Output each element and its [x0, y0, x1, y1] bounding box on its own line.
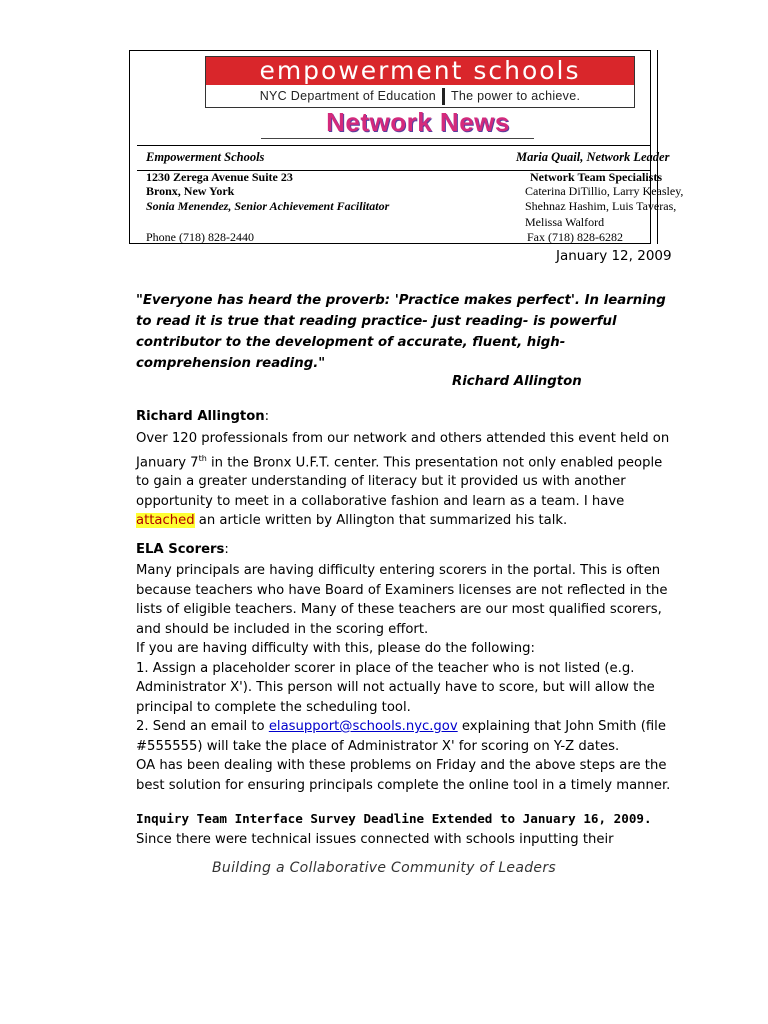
ela-para3: OA has been dealing with these problems on Friday and the above steps are the best solution for ensuring principals complete the online tool in a timely manner.: [136, 758, 671, 793]
allington-heading-colon: :: [264, 409, 270, 424]
ela-step2-pre: 2. Send an email to: [136, 719, 269, 734]
specialists-heading: Network Team Specialists: [530, 170, 662, 184]
org-name: Empowerment Schools: [146, 150, 265, 164]
opening-quote: "Everyone has heard the proverb: 'Practice makes perfect'. In learning to read it is true that reading practice- just reading- is powerful contributor to the development of accurate, fluent, high-comprehension reading.": [136, 293, 666, 371]
inquiry-paragraph: Since there were technical issues connected with schools inputting their: [136, 832, 614, 847]
specialists-line3: Melissa Walford: [525, 215, 605, 229]
ela-paragraph: [136, 561, 676, 795]
ela-para2: If you are having difficulty with this, please do the following:: [136, 641, 535, 656]
facilitator: Sonia Menendez, Senior Achievement Facilitator: [146, 199, 390, 213]
ela-step2-post: explaining that John Smith (file #555555) will take the place of Administrator X' for scoring on Y-Z dates.: [136, 719, 666, 754]
specialists-line1: Caterina DiTillio, Larry Keasley,: [525, 184, 684, 198]
section-heading-allington: [136, 409, 269, 424]
logo-tagline: The power to achieve.: [450, 89, 581, 103]
issue-date: January 12, 2009: [556, 248, 672, 264]
address-line2: Bronx, New York: [146, 184, 235, 198]
quote-author: Richard Allington: [452, 374, 582, 389]
allington-paragraph: [136, 429, 676, 531]
ela-heading-text: ELA Scorers: [136, 542, 225, 557]
logo-department: NYC Department of Education: [259, 89, 436, 103]
specialists-line2: Shehnaz Hashim, Luis Taveras,: [525, 199, 677, 213]
fax-number: Fax (718) 828-6282: [527, 230, 623, 244]
ela-heading-colon: :: [224, 542, 229, 557]
ela-step2: [136, 717, 676, 756]
allington-heading-text: Richard Allington: [136, 409, 265, 424]
attached-highlight: attached: [136, 513, 195, 529]
elasupport-email-link[interactable]: elasupport@schools.nyc.gov: [268, 719, 458, 734]
section-heading-inquiry: Inquiry Team Interface Survey Deadline Extended to January 16, 2009.: [136, 811, 652, 826]
phone-number: Phone (718) 828-2440: [146, 230, 254, 244]
logo-subline: [206, 85, 634, 107]
address-line1: 1230 Zerega Avenue Suite 23: [146, 170, 293, 184]
allington-sup: th: [198, 453, 207, 463]
header-box-shadow-rule: [650, 50, 658, 244]
footer-motto: Building a Collaborative Community of Leaders: [212, 860, 556, 876]
allington-text-part3: an article written by Allington that summarized his talk.: [194, 513, 568, 529]
title-underline: [261, 138, 534, 139]
ela-para1: Many principals are having difficulty entering scorers in the portal. This is often because teachers who have Board of Examiners licenses are not reflected in the lists of eligible teachers. Many of these teachers are our most qualified scorers, and should be included in the scoring effort.: [136, 563, 668, 637]
allington-text-part1: Over 120 professionals from our network and others attended this event held on January 7: [136, 431, 670, 470]
ela-step1: 1. Assign a placeholder scorer in place of the teacher who is not listed (e.g. Administrator X'). This person will not actually have to score, but will allow the principal to complete the scheduling tool.: [136, 660, 655, 715]
network-leader: Maria Quail, Network Leader: [516, 150, 670, 164]
logo-separator: [442, 88, 445, 105]
logo-brand: empowerment schools: [206, 57, 634, 85]
section-heading-ela: [136, 542, 229, 557]
newsletter-title: Network News: [326, 107, 510, 137]
empowerment-schools-logo: [205, 56, 635, 108]
allington-text-part2: in the Bronx U.F.T. center. This presentation not only enabled people to gain a greater understanding of literacy but it provided us with another opportunity to meet in a collaborative fashion and learn as a team. I have: [136, 454, 663, 509]
